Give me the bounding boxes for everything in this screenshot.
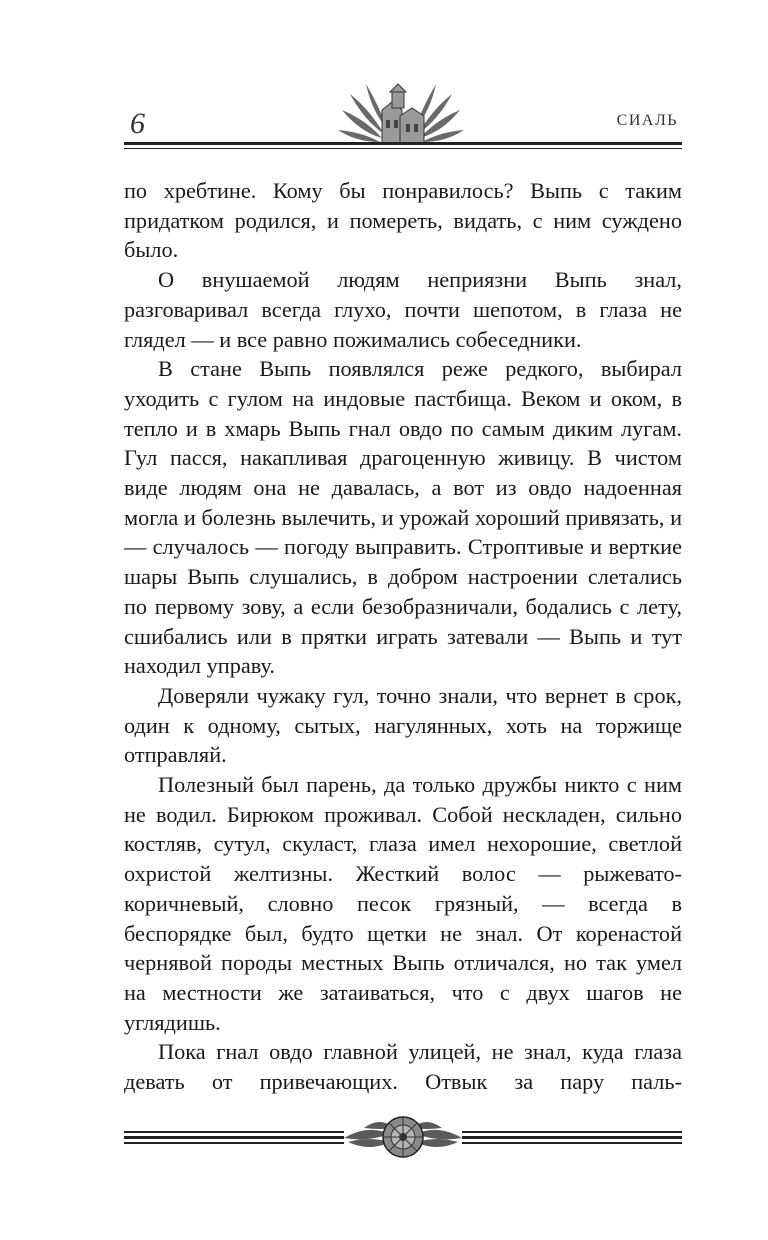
paragraph: Полезный был парень, да только дружбы никто с ним не водил. Бирюком проживал. Собой нескладен, сильно костляв, сутул, скуласт, глаза имел нехорошие, светлой охристой желтизны. Жесткий волос — рыжевато-коричневый, словно песок грязный, — всегда в беспорядке был, будто щетки не знал. От коренастой чернявой породы местных Выпь отличался, но так умел на местности же затаиваться, что с двух шагов не углядишь. — [124, 772, 682, 1035]
header-rule-thin — [124, 148, 682, 149]
paragraph: Доверяли чужаку гул, точно знали, что вернет в срок, один к одному, сытых, нагулянных, хоть на торжище отправляй. — [124, 682, 682, 768]
page-number: 6 — [130, 107, 145, 140]
running-title: СИАЛЬ — [616, 112, 678, 129]
paragraph: О внушаемой людям неприязни Выпь знал, разговаривал всегда глухо, почти шепотом, в глаза не глядел — и все равно пожимались собеседники. — [124, 267, 682, 352]
header-rule-thick — [124, 142, 682, 145]
body-text — [124, 176, 682, 1097]
building-with-leaves-ornament-icon — [336, 80, 466, 148]
paragraph: по хребтине. Кому бы понравилось? Выпь с таким придатком родился, и помереть, видать, с ним суждено было. — [124, 178, 682, 263]
page-header — [124, 80, 682, 160]
paragraph: Пока гнал овдо главной улицей, не знал, куда глаза девать от привечающих. Отвык за пару паль- — [124, 1039, 682, 1095]
flower-ornament-icon — [124, 1108, 682, 1164]
paragraph: В стане Выпь появлялся реже редкого, выбирал уходить с гулом на индовые пастбища. Веком и оком, в тепло и в хмарь Выпь гнал овдо по самым диким лугам. Гул пасся, накапливая драгоценную живицу. В чистом виде людям она не давалась, а вот из овдо надоенная могла и болезнь вылечить, и урожай хороший привязать, и — случалось — погоду выправить. Строптивые и верткие шары Выпь слушались, в добром настроении слетались по первому зову, а если безобразничали, бодались с лету, сшибались или в прятки играть затевали — Выпь и тут находил управу. — [124, 356, 682, 679]
